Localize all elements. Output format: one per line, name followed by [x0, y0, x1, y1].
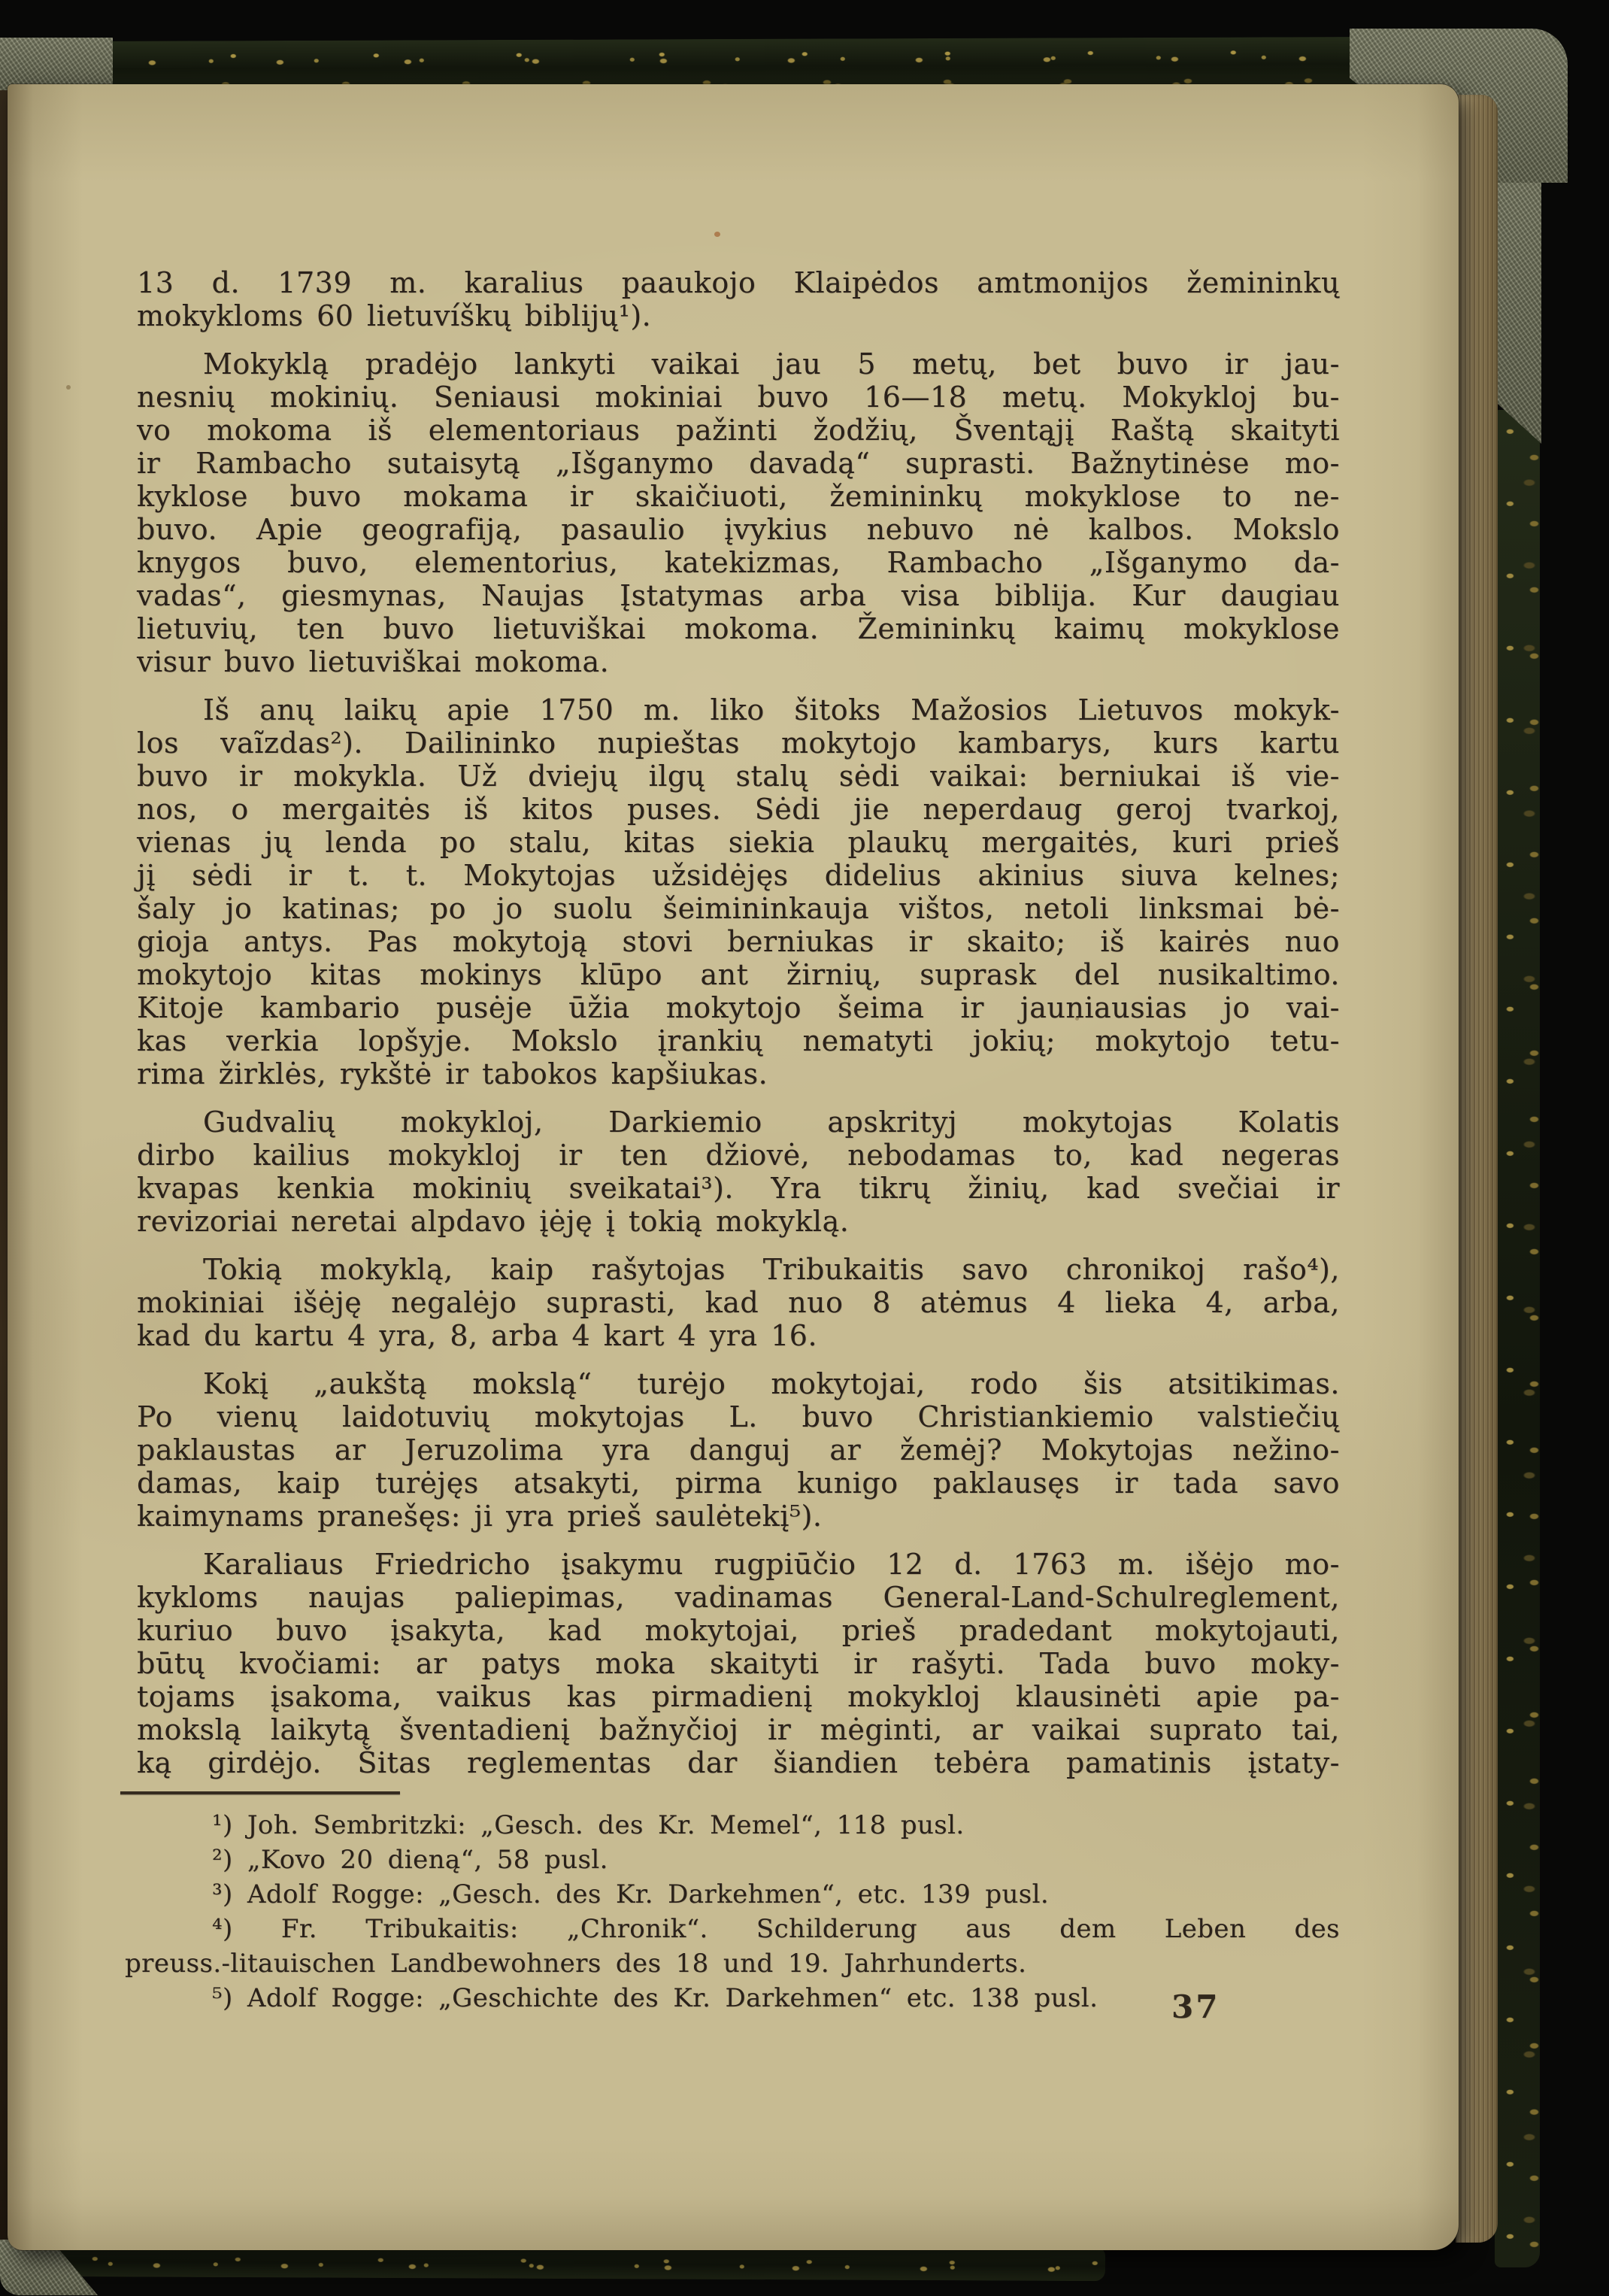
- text-line: būtų kvočiami: ar patys moka skaityti ir rašyti. Tada buvo moky-: [137, 1647, 1340, 1680]
- footnote-line: ⁴) Fr. Tribukaitis: „Chronik“. Schilderung aus dem Leben des: [212, 1914, 1340, 1944]
- footnote-line: ¹) Joh. Sembritzki: „Gesch. des Kr. Memel“, 118 pusl.: [212, 1810, 965, 1840]
- paragraph: [137, 347, 1340, 678]
- footnote-line: ²) „Kovo 20 dieną“, 58 pusl.: [212, 1845, 608, 1875]
- binding-cloth-top-left: [0, 38, 113, 90]
- text-line: kaimynams pranešęs: ji yra prieš saulėtekį⁵).: [137, 1500, 823, 1533]
- book-cover-right-edge: [1495, 410, 1540, 2267]
- text-line: damas, kaip turėjęs atsakyti, pirma kunigo paklausęs ir tada savo: [137, 1466, 1340, 1500]
- page-text-block: [137, 266, 1340, 1779]
- text-line: Po vienų laidotuvių mokytojas L. buvo Christiankiemio valstiečių: [137, 1400, 1340, 1433]
- text-line: 13 d. 1739 m. karalius paaukojo Klaipėdos amtmonijos žemininkų: [137, 266, 1340, 299]
- page-stack-edge: [1456, 95, 1498, 2243]
- text-line: mokslą laikytą šventadienį bažnyčioj ir mėginti, ar vaikai suprato tai,: [137, 1713, 1340, 1746]
- text-line: rima žirklės, rykštė ir tabokos kapšiukas.: [137, 1057, 768, 1090]
- text-line: Iš anų laikų apie 1750 m. liko šitoks Mažosios Lietuvos mokyk-: [203, 693, 1340, 726]
- text-line: Tokią mokyklą, kaip rašytojas Tribukaitis savo chronikoj rašo⁴),: [203, 1253, 1340, 1286]
- paper-speck: [66, 385, 71, 390]
- text-line: dirbo kailius mokykloj ir ten džiovė, nebodamas to, kad negeras: [137, 1139, 1340, 1172]
- text-line: mokykloms 60 lietuvíškų biblijų¹).: [137, 299, 652, 332]
- paragraph: [137, 693, 1340, 1090]
- book-page: [8, 84, 1459, 2250]
- footnote-line: preuss.-litauischen Landbewohners des 18 und 19. Jahrhunderts.: [125, 1949, 1027, 1979]
- text-line: mokiniai išėję negalėjo suprasti, kad nuo 8 atėmus 4 lieka 4, arba,: [137, 1286, 1340, 1319]
- text-line: kad du kartu 4 yra, 8, arba 4 kart 4 yra 16.: [137, 1319, 818, 1352]
- paragraph: [137, 1106, 1340, 1238]
- text-line: paklaustas ar Jeruzolima yra danguj ar žemėj? Mokytojas nežino-: [137, 1433, 1340, 1466]
- text-line: revizoriai neretai alpdavo įėję į tokią mokyklą.: [137, 1205, 850, 1238]
- book-cover-top-edge: [9, 37, 1434, 92]
- text-line: Kokį „aukštą mokslą“ turėjo mokytojai, rodo šis atsitikimas.: [203, 1367, 1340, 1400]
- text-line: nos, o mergaitės iš kitos puses. Sėdi jie neperdaug geroj tvarkoj,: [137, 793, 1340, 826]
- text-line: vo mokoma iš elementoriaus pažinti žodžių, Šventąjį Raštą skaityti: [137, 414, 1340, 447]
- paragraph: [137, 266, 1340, 332]
- text-line: buvo. Apie geografiją, pasaulio įvykius nebuvo nė kalbos. Mokslo: [137, 513, 1340, 546]
- text-line: kvapas kenkia mokinių sveikatai³). Yra tikrų žinių, kad svečiai ir: [137, 1172, 1340, 1205]
- footnote-separator: [120, 1791, 400, 1794]
- paragraph: [137, 1253, 1340, 1352]
- text-line: jį sėdi ir t. t. Mokytojas užsidėjęs didelius akinius siuva kelnes;: [137, 859, 1340, 892]
- footnote-line: ⁵) Adolf Rogge: „Geschichte des Kr. Darkehmen“ etc. 138 pusl.: [212, 1983, 1098, 2013]
- text-line: gioja antys. Pas mokytoją stovi berniukas ir skaito; iš kairės nuo: [137, 925, 1340, 958]
- paragraph: [137, 1548, 1340, 1779]
- text-line: ir Rambacho sutaisytą „Išganymo davadą“ suprasti. Bažnytinėse mo-: [137, 447, 1340, 480]
- text-line: šaly jo katinas; po jo suolu šeimininkauja vištos, netoli linksmai bė-: [137, 892, 1340, 925]
- text-line: Mokyklą pradėjo lankyti vaikai jau 5 metų, bet buvo ir jau-: [203, 347, 1340, 381]
- text-line: ką girdėjo. Šitas reglementas dar šiandien tebėra pamatinis įstaty-: [137, 1746, 1340, 1779]
- paragraph: [137, 1367, 1340, 1533]
- text-line: buvo ir mokykla. Už dviejų ilgų stalų sėdi vaikai: berniukai iš vie-: [137, 760, 1340, 793]
- text-line: nesnių mokinių. Seniausi mokiniai buvo 16—18 metų. Mokykloj bu-: [137, 381, 1340, 414]
- text-line: kas verkia lopšyje. Mokslo įrankių nematyti jokių; mokytojo tetu-: [137, 1024, 1340, 1057]
- text-line: kykloms naujas paliepimas, vadinamas General-Land-Schulreglement,: [137, 1581, 1340, 1614]
- text-line: Gudvalių mokykloj, Darkiemio apskrityj mokytojas Kolatis: [203, 1106, 1340, 1139]
- paper-speck: [714, 232, 720, 237]
- text-line: mokytojo kitas mokinys klūpo ant žirnių, suprask del nusikaltimo.: [137, 958, 1340, 991]
- text-line: vadas“, giesmynas, Naujas Įstatymas arba visa biblija. Kur daugiau: [137, 579, 1340, 612]
- text-line: visur buvo lietuviškai mokoma.: [137, 645, 610, 678]
- text-line: vienas jų lenda po stalu, kitas siekia plaukų mergaitės, kuri prieš: [137, 826, 1340, 859]
- text-line: lietuvių, ten buvo lietuviškai mokoma. Žemininkų kaimų mokyklose: [137, 612, 1340, 645]
- footnotes-block: [125, 1808, 1340, 2015]
- text-line: knygos buvo, elementorius, katekizmas, Rambacho „Išganymo da-: [137, 546, 1340, 579]
- text-line: kuriuo buvo įsakyta, kad mokytojai, prieš pradedant mokytojauti,: [137, 1614, 1340, 1647]
- text-line: Kitoje kambario pusėje ūžia mokytojo šeima ir jauniausias jo vai-: [137, 991, 1340, 1024]
- footnote-line: ³) Adolf Rogge: „Gesch. des Kr. Darkehmen“, etc. 139 pusl.: [212, 1879, 1050, 1909]
- text-line: tojams įsakoma, vaikus kas pirmadienį mokykloj klausinėti apie pa-: [137, 1680, 1340, 1713]
- text-line: Karaliaus Friedricho įsakymu rugpiūčio 12 d. 1763 m. išėjo mo-: [203, 1548, 1340, 1581]
- page-number: 37: [1171, 1988, 1220, 2025]
- text-line: los vaĩzdas²). Dailininko nupieštas mokytojo kambarys, kurs kartu: [137, 726, 1340, 760]
- text-line: kyklose buvo mokama ir skaičiuoti, žemininkų mokyklose to ne-: [137, 480, 1340, 513]
